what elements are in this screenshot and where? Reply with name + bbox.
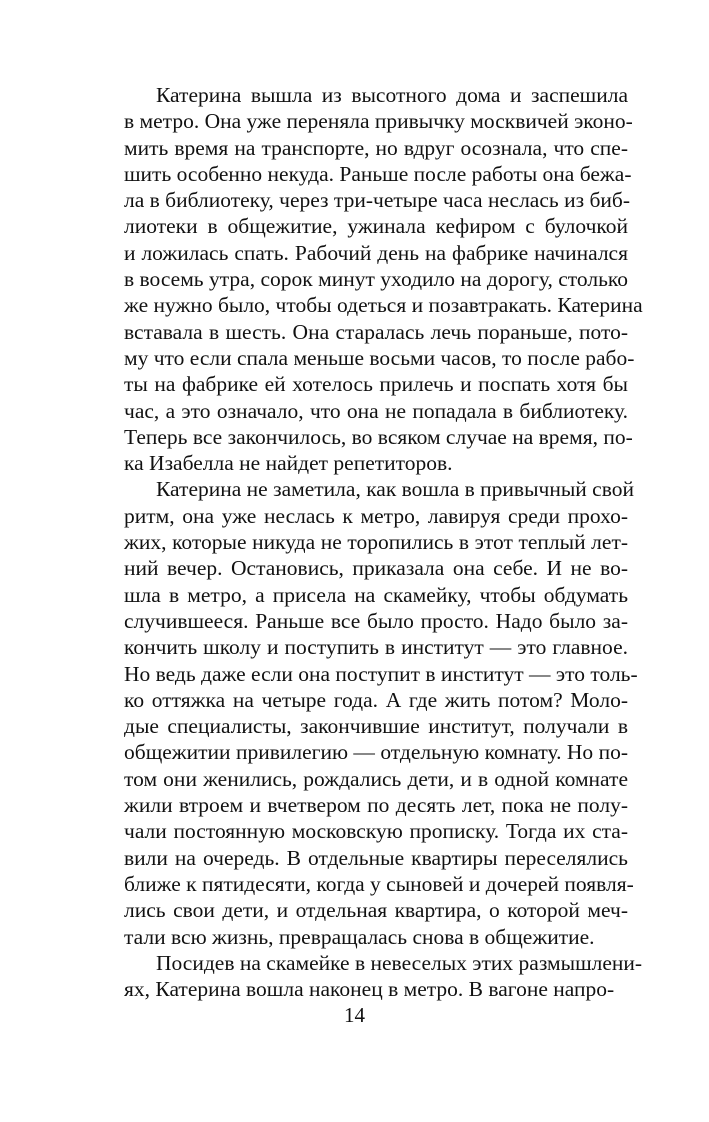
text-line: Катерина вышла из высотного дома и заспешила	[156, 83, 628, 107]
text-line: кончить школу и поступить в институт — это главное.	[124, 635, 628, 660]
text-line: ритм, она уже неслась к метро, лавируя среди прохо-	[124, 503, 628, 528]
text-line: ка Изабелла не найдет репетиторов.	[124, 451, 453, 476]
text-line: в восемь утра, сорок минут уходило на дорогу, столько	[124, 267, 628, 292]
text-line: Теперь все закончилось, во всяком случае на время, по-	[124, 424, 633, 449]
text-line: тали всю жизнь, превращалась снова в общежитие.	[124, 924, 595, 949]
text-line: Посидев на скамейке в невеселых этих размышлени-	[156, 950, 643, 975]
page-number: 14	[344, 1003, 365, 1027]
text-line: дые специалисты, закончившие институт, получали в	[124, 714, 628, 739]
paragraph	[124, 950, 643, 1003]
body-text	[124, 82, 643, 1002]
text-line: ла в библиотеку, через три-четыре часа неслась из биб-	[124, 188, 630, 213]
paragraph	[124, 82, 643, 476]
text-line: вили на очередь. В отдельные квартиры переселялись	[124, 845, 628, 870]
text-line: в метро. Она уже переняла привычку москвичей эконо-	[124, 109, 633, 134]
text-line: ний вечер. Остановись, приказала она себе. И не во-	[124, 556, 628, 581]
text-line: шить особенно некуда. Раньше после работы она бежа-	[124, 161, 632, 186]
text-line: лись свои дети, и отдельная квартира, о которой меч-	[124, 898, 628, 923]
text-line: и ложилась спать. Рабочий день на фабрике начинался	[124, 240, 628, 265]
text-line: жили втроем и вчетвером по десять лет, пока не полу-	[124, 793, 628, 818]
text-line: общежитии привилегию — отдельную комнату. Но по-	[124, 740, 628, 765]
text-line: ты на фабрике ей хотелось прилечь и поспать хотя бы	[124, 372, 628, 397]
text-line: час, а это означало, что она не попадала в библиотеку.	[124, 398, 628, 423]
text-line: мить время на транспорте, но вдруг осознала, что спе-	[124, 135, 628, 160]
text-line: жих, которые никуда не торопились в этот теплый лет-	[124, 530, 628, 555]
paragraph	[124, 476, 638, 949]
text-line: ближе к пятидесяти, когда у сыновей и дочерей появля-	[124, 871, 634, 896]
text-line: вставала в шесть. Она старалась лечь пораньше, пото-	[124, 319, 628, 344]
text-line: ях, Катерина вошла наконец в метро. В вагоне напро-	[124, 977, 615, 1002]
text-line: му что если спала меньше восьми часов, то после рабо-	[124, 345, 635, 370]
text-line: Катерина не заметила, как вошла в привычный свой	[156, 477, 634, 502]
text-line: Но ведь даже если она поступит в институт — это толь-	[124, 661, 638, 686]
text-line: шла в метро, а присела на скамейку, чтобы обдумать	[124, 582, 628, 607]
text-line: же нужно было, чтобы одеться и позавтракать. Катерина	[124, 293, 643, 318]
text-line: том они женились, рождались дети, и в одной комнате	[124, 766, 628, 791]
text-line: случившееся. Раньше все было просто. Надо было за-	[124, 608, 628, 633]
text-line: ко оттяжка на четыре года. А где жить потом? Моло-	[124, 687, 628, 712]
text-line: лиотеки в общежитие, ужинала кефиром с булочкой	[124, 214, 628, 239]
text-line: чали постоянную московскую прописку. Тогда их ста-	[124, 819, 628, 844]
